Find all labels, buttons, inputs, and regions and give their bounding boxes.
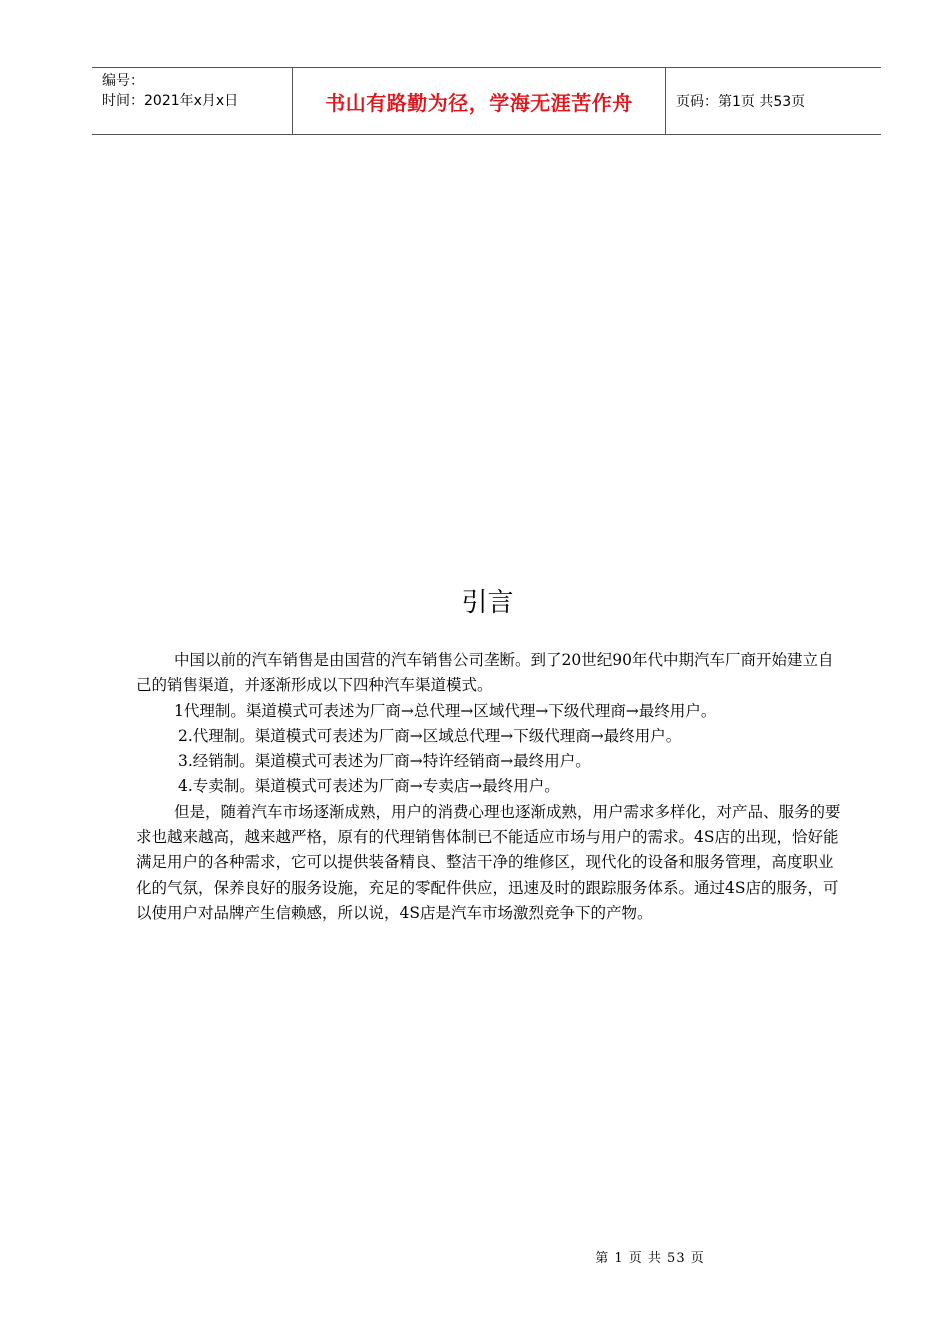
document-body (136, 648, 842, 926)
section-title: 引言 (461, 588, 514, 618)
paragraph-conclusion: 但是，随着汽车市场逐渐成熟，用户的消费心理也逐渐成熟，用户需求多样化，对产品、服务的要求也越来越高，越来越严格，原有的代理销售体制已不能适应市场与用户的需求。4S店的出现，恰好能满足用户的各种需求，它可以提供装备精良、整洁干净的维修区，现代化的设备和服务管理，高度职业化的气氛，保养良好的服务设施，充足的零配件供应，迅速及时的跟踪服务体系。通过4S店的服务，可以使用户对品牌产生信赖感，所以说，4S店是汽车市场激烈竞争下的产物。 (136, 802, 841, 922)
header-page-info: 页码：第1页 共53页 (676, 94, 806, 110)
document-number-label: 编号： (102, 73, 144, 89)
header-motto-cell (293, 68, 666, 134)
paragraph-mode-2: 2.代理制。渠道模式可表述为厂商→区域总代理→下级代理商→最终用户。 (178, 726, 682, 745)
header-page-cell (666, 68, 881, 134)
page-footer: 第 1 页 共 53 页 (595, 1251, 705, 1266)
paragraph-intro: 中国以前的汽车销售是由国营的汽车销售公司垄断。到了20世纪90年代中期汽车厂商开始建立自己的销售渠道，并逐渐形成以下四种汽车渠道模式。 (136, 651, 834, 695)
header-table (92, 67, 881, 135)
header-motto: 书山有路勤为径，学海无涯苦作舟 (325, 90, 633, 115)
paragraph-mode-1: 1代理制。渠道模式可表述为厂商→总代理→区域代理→下级代理商→最终用户。 (174, 701, 717, 720)
paragraph-mode-4: 4.专卖制。渠道模式可表述为厂商→专卖店→最终用户。 (178, 777, 560, 796)
paragraph-mode-3: 3.经销制。渠道模式可表述为厂商→特许经销商→最终用户。 (178, 752, 591, 771)
document-time-label: 时间：2021年x月x日 (102, 93, 239, 109)
header-meta-cell (92, 68, 293, 134)
